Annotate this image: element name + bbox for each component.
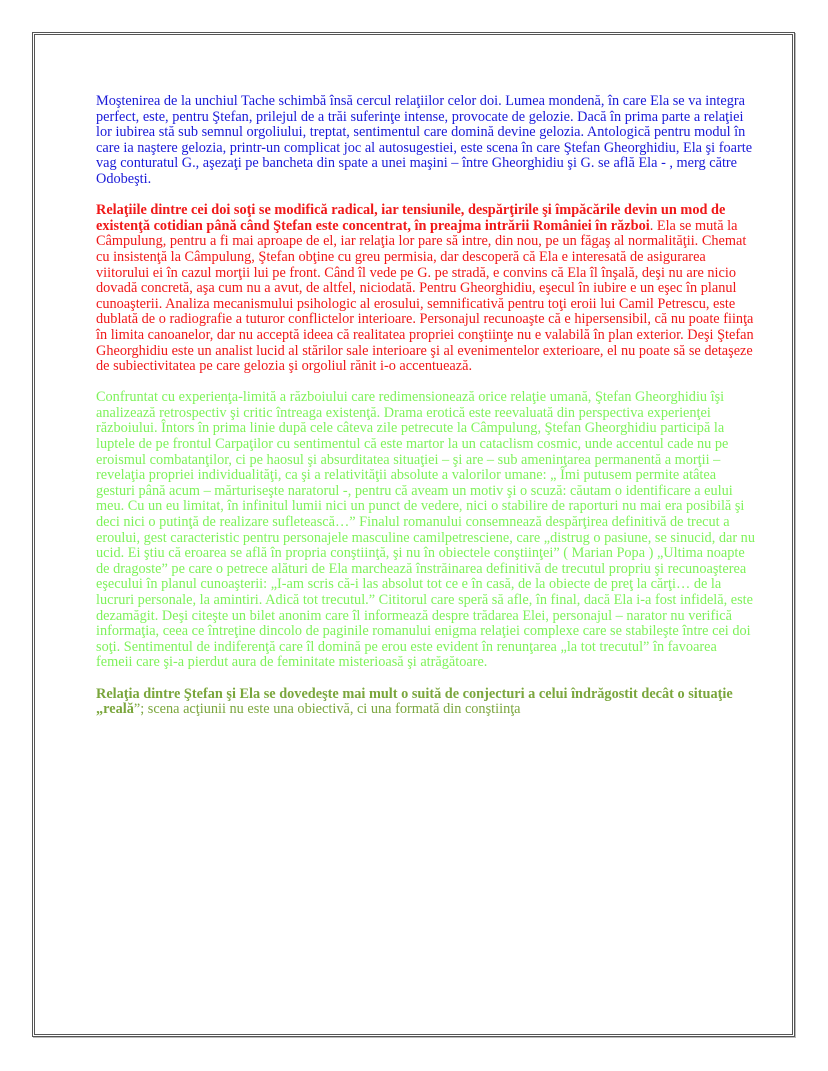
- paragraph-text: Moştenirea de la unchiul Tache schimbă însă cercul relaţiilor celor doi. Lumea mondenă, în care Ela se va integra perfect, este, pentru Ştefan, prilejul de a trăi suferinţe intense, provocate de gelozie. Dacă în prima parte a relaţiei lor iubirea stă sub semnul orgoliului, treptat, sentimentul care domină devine gelozia. Antologică pentru modul în care ia naştere gelozia, printr-un complicat joc al autosugestiei, este scena în care Ştefan Gheorghidiu, Ela şi foarte vag conturatul G., aşezaţi pe bancheta din spate a unei maşini – între Gheorghidiu şi G. se află Ela - , merg către Odobeşti.: [96, 93, 753, 187]
- paragraph-emphasis: Relaţia dintre Ştefan şi Ela se dovedeşte mai mult o suită de conjecturi a celui îndrăgostit decât o situaţie „reală: [96, 685, 733, 718]
- document-body: [96, 94, 756, 733]
- paragraph-war-experience: [96, 390, 756, 671]
- paragraph-text: ”; scena acţiunii nu este una obiectivă, ci una formată din conştiinţa: [133, 701, 521, 718]
- paragraph-text: Confruntat cu experienţa-limită a războiului care redimensionează orice relaţie umană, Ştefan Gheorghidiu îşi analizează retrospectiv şi critic întreaga existenţă. Drama erotică este reevaluată din perspectiva experienţei războiului. Întors în prima linie după cele câteva zile petrecute la Câmpulung, Ştefan Gheorghidiu participă la luptele de pe frontul Carpaţilor cu sentimentul că este martor la un cataclism cosmic, unde accentul cade nu pe eroismul combatanţilor, ci pe haosul şi absurditatea situaţiei – şi are – sub ameninţarea permanentă a morţii – revelaţia propriei individualităţi, ca şi a relativităţii absolute a valorilor umane: „ Îmi putusem permite atâtea gesturi până acum – mărturiseşte naratorul -, pentru că aveam un motiv şi o scuză: căutam o identificare a eului meu. Cu un eu limitat, în infinitul lumii nici un punct de vedere, nici o stabilire de raporturi nu mai era posibilă şi deci nici o putinţă de realizare sufletească…” Finalul romanului consemnează despărţirea definitivă de trecut a eroului, gest caracteristic pentru personajele masculine camilpetresciene, care „distrug o pasiune, se sinucid, dar nu ucid. Ei ştiu că eroarea se află în propria conştiinţă, şi nu în obiectele conştiinţei” ( Marian Popa ) „Ultima noapte de dragoste” pe care o petrece alături de Ela marchează înstrăinarea definitivă de trecutul propriu şi recunoaşterea eşecului în planul cunoaşterii: „I-am scris că-i las absolut tot ce e în casă, de la obiecte de preţ la cărţi… de la lucruri personale, la amintiri. Adică tot trecutul.” Cititorul care speră să afle, în final, dacă Ela i-a fost infidelă, este dezamăgit. Deşi citeşte un bilet anonim care îl informează despre trădarea Elei, personajul – narator nu verifică informaţia, ceea ce întreţine dincolo de paginile romanului enigma relaţiei complexe care se stabileşte între cei doi soţi. Sentimentul de indiferenţă care îl domină pe erou este evident în renunţarea „la tot trecutul” în favoarea femeii care şi-a pierdut aura de feminitate misterioasă şi atrăgătoare.: [96, 389, 755, 671]
- paragraph-relationship-changes: [96, 203, 756, 375]
- paragraph-text: . Ela se mută la Câmpulung, pentru a fi mai aproape de el, iar relaţia lor pare să intre, din nou, pe un făgaş al normalităţii. Chemat cu insistenţă la Câmpulung, Ştefan obţine cu greu permisia, dar descoperă că Ela e interesată de asigurarea viitorului ei în cazul morţii lui pe front. Când îl vede pe G. pe stradă, e convins că Ela îl înşală, deşi nu are nicio dovadă concretă, aşa cum nu a avut, de altfel, niciodată. Pentru Gheorghidiu, eşecul în iubire e un eşec în planul cunoaşterii. Analiza mecanismului psihologic al erosului, semnificativă pentru toţi eroii lui Camil Petrescu, este dublată de o radiografie a tuturor conflictelor interioare. Personajul recunoaşte că e hipersensibil, că nu poate fiinţa în limita canoanelor, dar nu acceptă ideea că realitatea propriei conştiinţe nu e valabilă în plan exterior. Deşi Ştefan Gheorghidiu este un analist lucid al stărilor sale interioare şi al evenimentelor exterioare, el nu poate să se detaşeze de subiectivitatea pe care gelozia şi orgoliul rănit i-o accentuează.: [96, 217, 754, 375]
- paragraph-inheritance: [96, 94, 756, 188]
- paragraph-emphasis: Relaţiile dintre cei doi soţi se modifică radical, iar tensiunile, despărţirile şi împăcările devin un mod de existenţă cotidian până când Ştefan este concentrat, în preajma intrării României în război: [96, 202, 726, 234]
- paragraph-conjectures: [96, 687, 756, 718]
